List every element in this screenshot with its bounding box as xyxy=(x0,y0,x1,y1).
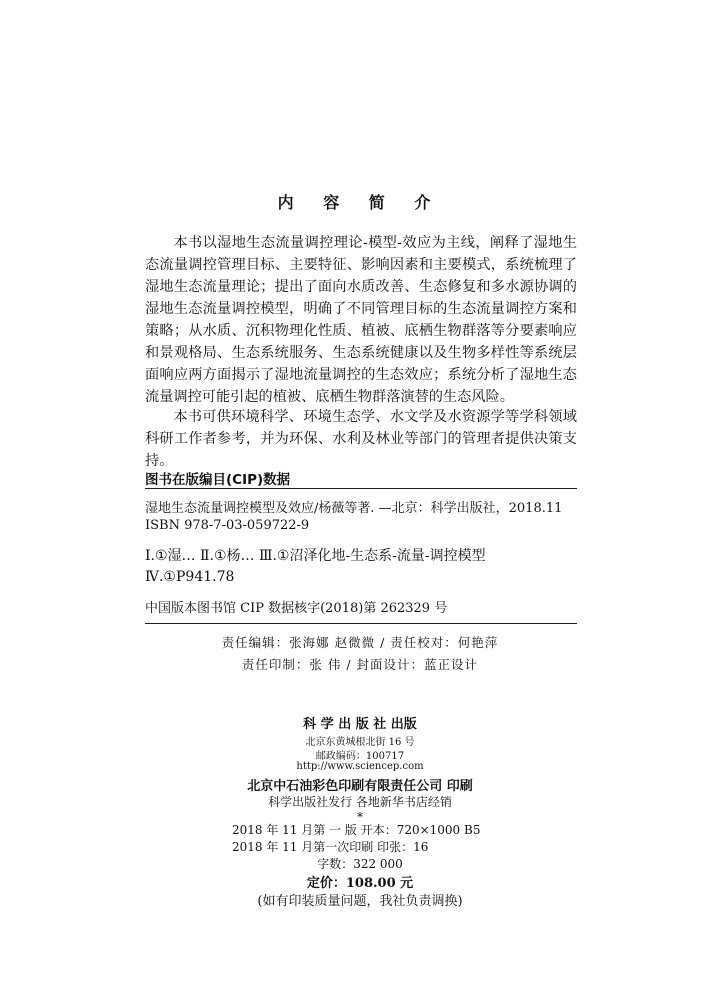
cip-top-divider xyxy=(145,488,577,489)
quality-notice: (如有印装质量问题，我社负责调换) xyxy=(257,894,463,909)
summary-paragraph-2 xyxy=(145,406,577,472)
cip-isbn: ISBN 978-7-03-059722-9 xyxy=(145,518,310,533)
publisher-address: 北京东黄城根北街 16 号 xyxy=(305,737,415,748)
staff-editors: 责任编辑：张海娜 赵微微 / 责任校对：何艳萍 xyxy=(221,635,499,650)
publisher-name: 科 学 出 版 社 出版 xyxy=(303,717,417,732)
staff-production: 责任印制：张 伟 / 封面设计：蓝正设计 xyxy=(241,657,479,672)
page-title: 内 容 简 介 xyxy=(277,193,443,212)
cip-verify-number: 中国版本图书馆 CIP 数据核字(2018)第 262329 号 xyxy=(145,601,448,616)
summary-paragraph-1 xyxy=(145,232,577,408)
publisher-postcode: 邮政编码：100717 xyxy=(315,751,405,762)
cip-class-number: Ⅳ.①P941.78 xyxy=(145,569,235,585)
cip-bottom-divider xyxy=(145,623,577,624)
word-count: 字数：322 000 xyxy=(317,857,403,871)
cip-classification: Ⅰ.①湿… Ⅱ.①杨… Ⅲ.①沼泽化地-生态系-流量-调控模型 xyxy=(145,548,486,564)
summary-text-2: 本书可供环境科学、环境生态学、水文学及水资源学等学科领域科研工作者参考，并为环保、水利及林业等部门的管理者提供决策支持。 xyxy=(145,409,577,469)
printing-info: 2018 年 11 月第一次印刷 印张：16 xyxy=(232,840,429,854)
price: 定价：108.00 元 xyxy=(306,876,414,891)
cip-title-line: 湿地生态流量调控模型及效应/杨薇等著. —北京：科学出版社，2018.11 xyxy=(145,501,563,516)
distribution-info: 科学出版社发行 各地新华书店经销 xyxy=(268,795,452,809)
cip-heading: 图书在版编目(CIP)数据 xyxy=(145,472,291,488)
publisher-website: http://www.sciencep.com xyxy=(296,761,424,772)
printer-name: 北京中石油彩色印刷有限责任公司 印刷 xyxy=(247,779,473,794)
edition-info: 2018 年 11 月第 一 版 开本：720×1000 B5 xyxy=(232,823,481,837)
summary-text-1: 本书以湿地生态流量调控理论-模型-效应为主线，阐释了湿地生态流量调控管理目标、主要特征、影响因素和主要模式，系统梳理了湿地生态流量理论；提出了面向水质改善、生态修复和多水源协调的湿地生态流量调控模型，明确了不同管理目标的生态流量调控方案和策略；从水质、沉积物理化性质、植被、底栖生物群落等分要素响应和景观格局、生态系统服务、生态系统健康以及生物多样性等系统层面响应两方面揭示了湿地流量调控的生态效应；系统分析了湿地生态流量调控可能引起的植被、底栖生物群落演替的生态风险。 xyxy=(145,235,577,405)
separator-star: * xyxy=(357,810,363,824)
